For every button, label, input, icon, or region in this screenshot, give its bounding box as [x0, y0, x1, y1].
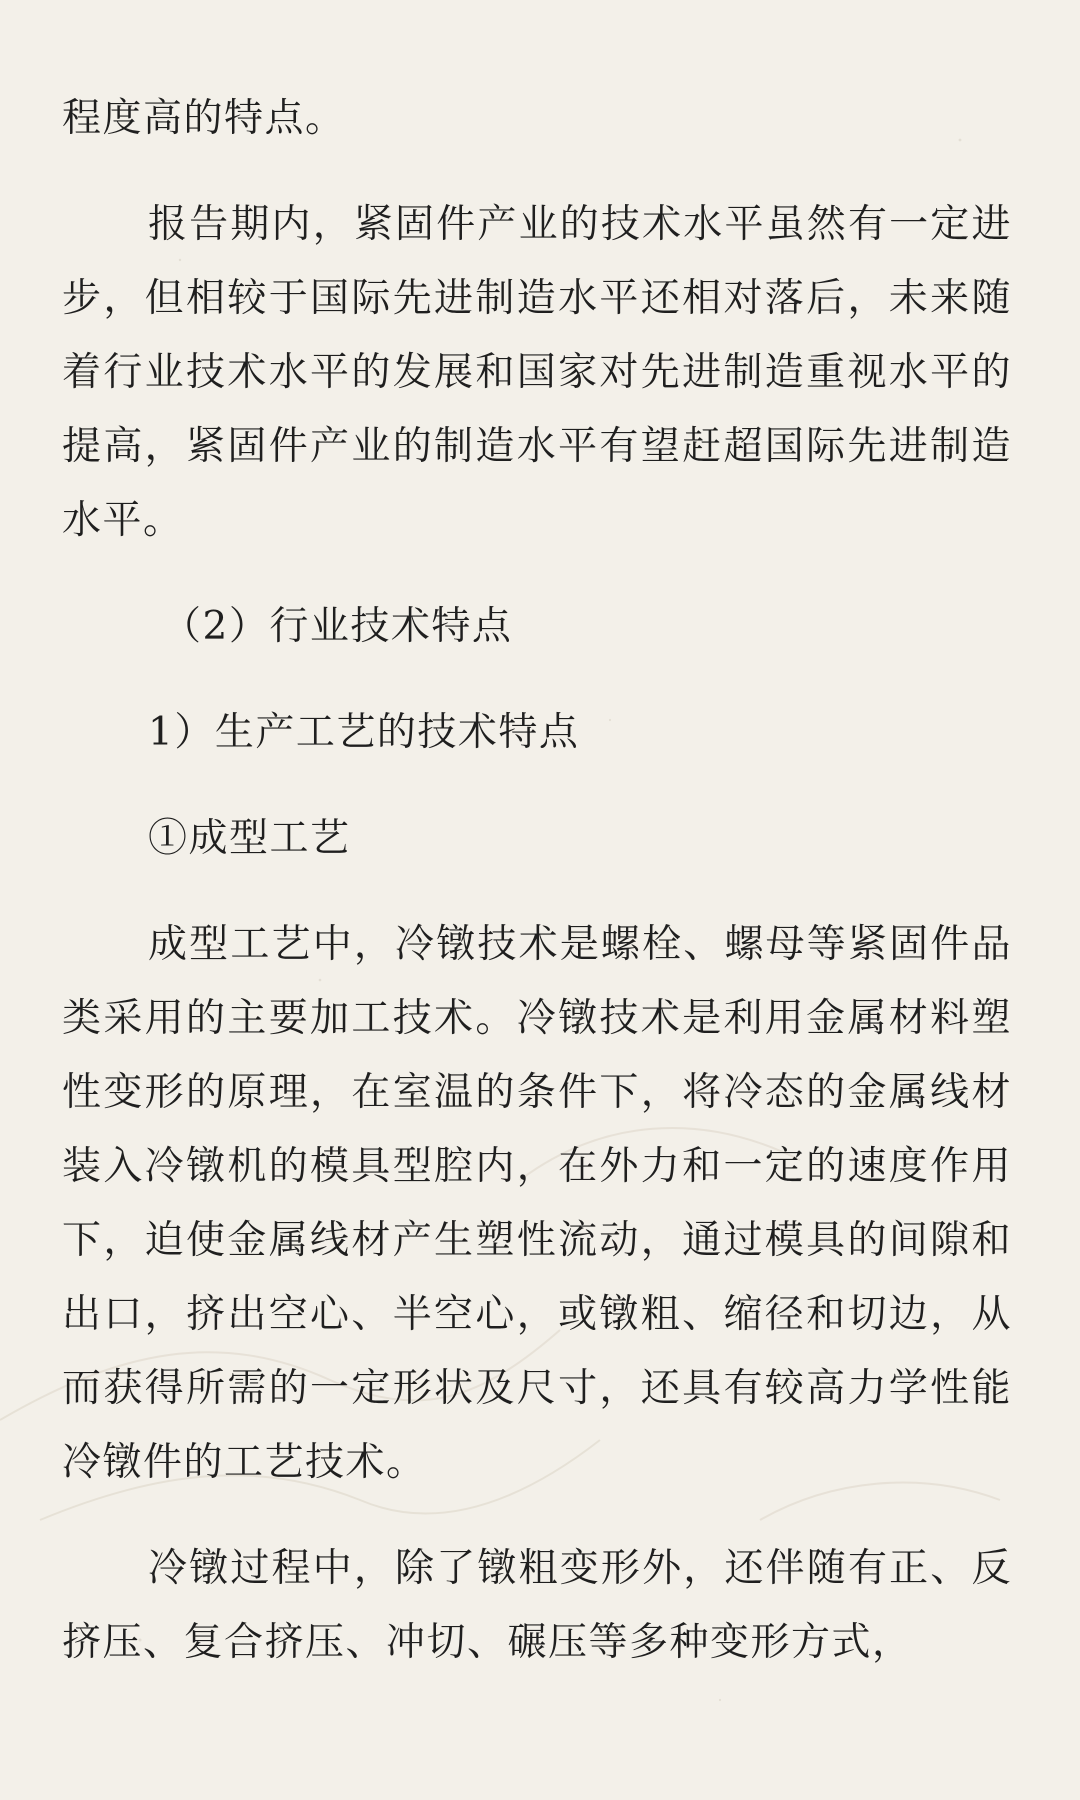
paragraph-technology-level: 报告期内，紧固件产业的技术水平虽然有一定进步，但相较于国际先进制造水平还相对落后，未来随着行业技术水平的发展和国家对先进制造重视水平的提高，紧固件产业的制造水平有望赶超国际先进制造水平。: [62, 202, 1012, 543]
document-page: [62, 82, 1012, 1680]
paragraph-continuation: 程度高的特点。: [62, 96, 346, 141]
subsection-heading-forming: ①成型工艺: [148, 816, 351, 861]
paragraph-cold-heading-process: 冷镦过程中，除了镦粗变形外，还伴随有正、反挤压、复合挤压、冲切、碾压等多种变形方式，: [62, 1546, 1012, 1665]
paragraph-cold-heading: 成型工艺中，冷镦技术是螺栓、螺母等紧固件品类采用的主要加工技术。冷镦技术是利用金属材料塑性变形的原理，在室温的条件下，将冷态的金属线材装入冷镦机的模具型腔内，在外力和一定的速度作用下，迫使金属线材产生塑性流动，通过模具的间隙和出口，挤出空心、半空心，或镦粗、缩径和切边，从而获得所需的一定形状及尺寸，还具有较高力学性能冷镦件的工艺技术。: [62, 922, 1012, 1485]
section-heading-industry-technology: （2）行业技术特点: [162, 604, 513, 649]
subsection-heading-process: 1）生产工艺的技术特点: [148, 710, 580, 755]
